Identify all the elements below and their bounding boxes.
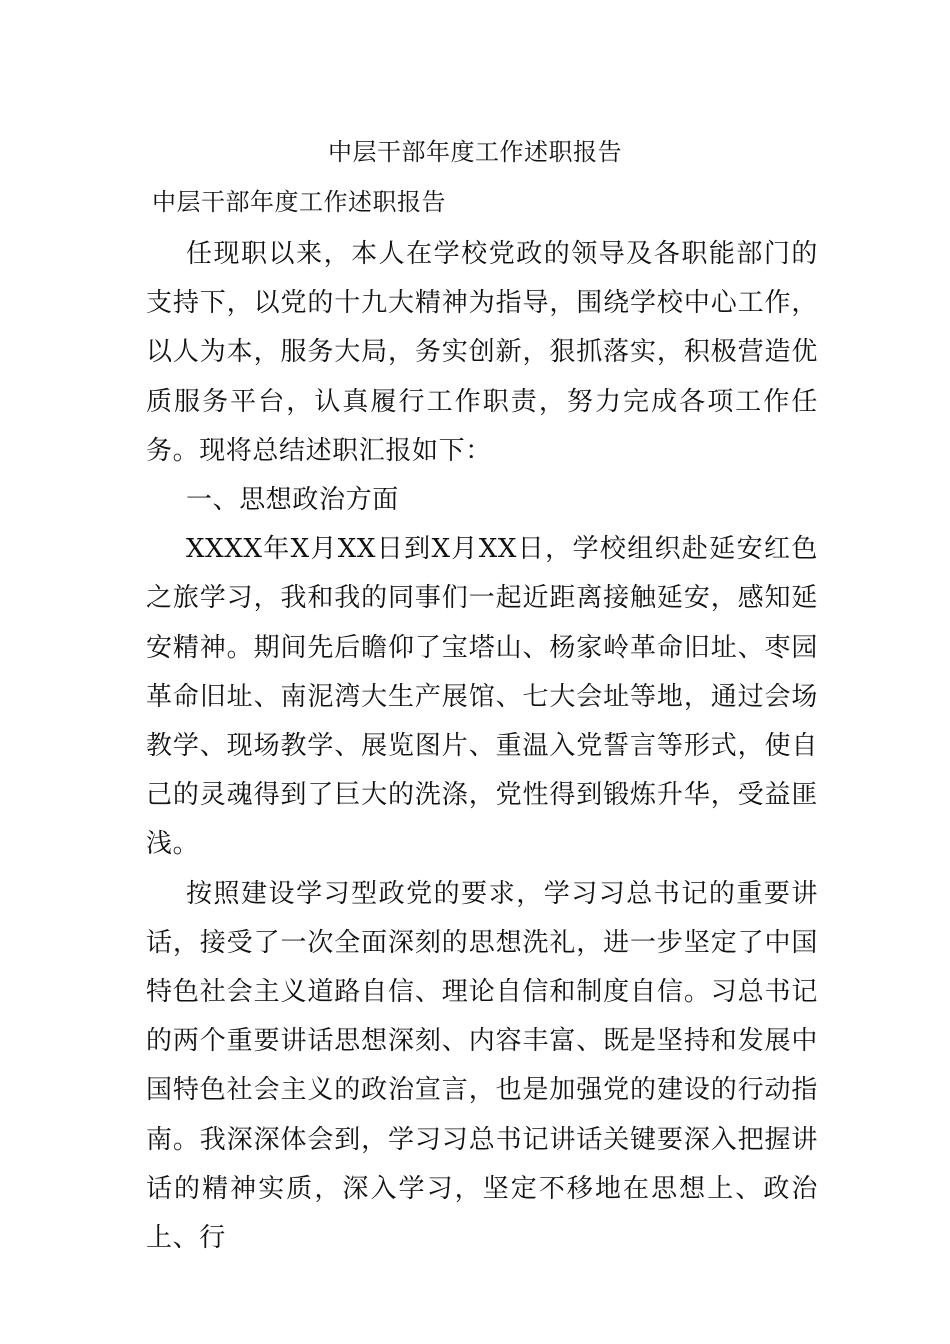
- section-heading-political: 一、思想政治方面: [186, 485, 399, 516]
- document-subtitle: 中层干部年度工作述职报告: [152, 188, 446, 216]
- document-body: [146, 230, 818, 1263]
- paragraph-yanan-study: XXXX年X月XX日到X月XX日，学校组织赴延安红色之旅学习，我和我的同事们一起近距离接触延安，感知延安精神。期间先后瞻仰了宝塔山、杨家岭革命旧址、枣园革命旧址、南泥湾大生产展馆、七大会址等地，通过会场教学、现场教学、展览图片、重温入党誓言等形式，使自己的灵魂得到了巨大的洗涤，党性得到锻炼升华，受益匪浅。: [146, 534, 818, 860]
- document-title: 中层干部年度工作述职报告: [328, 138, 622, 166]
- paragraph-intro: 任现职以来，本人在学校党政的领导及各职能部门的支持下，以党的十九大精神为指导，围绕学校中心工作，以人为本，服务大局，务实创新，狠抓落实，积极营造优质服务平台，认真履行工作职责，努力完成各项工作任务。现将总结述职汇报如下：: [146, 239, 818, 466]
- paragraph-speech-study: 按照建设学习型政党的要求，学习习总书记的重要讲话，接受了一次全面深刻的思想洗礼，进一步坚定了中国特色社会主义道路自信、理论自信和制度自信。习总书记的两个重要讲话思想深刻、内容丰富、既是坚持和发展中国特色社会主义的政治宣言，也是加强党的建设的行动指南。我深深体会到，学习习总书记讲话关键要深入把握讲话的精神实质，深入学习，坚定不移地在思想上、政治上、行: [146, 878, 818, 1254]
